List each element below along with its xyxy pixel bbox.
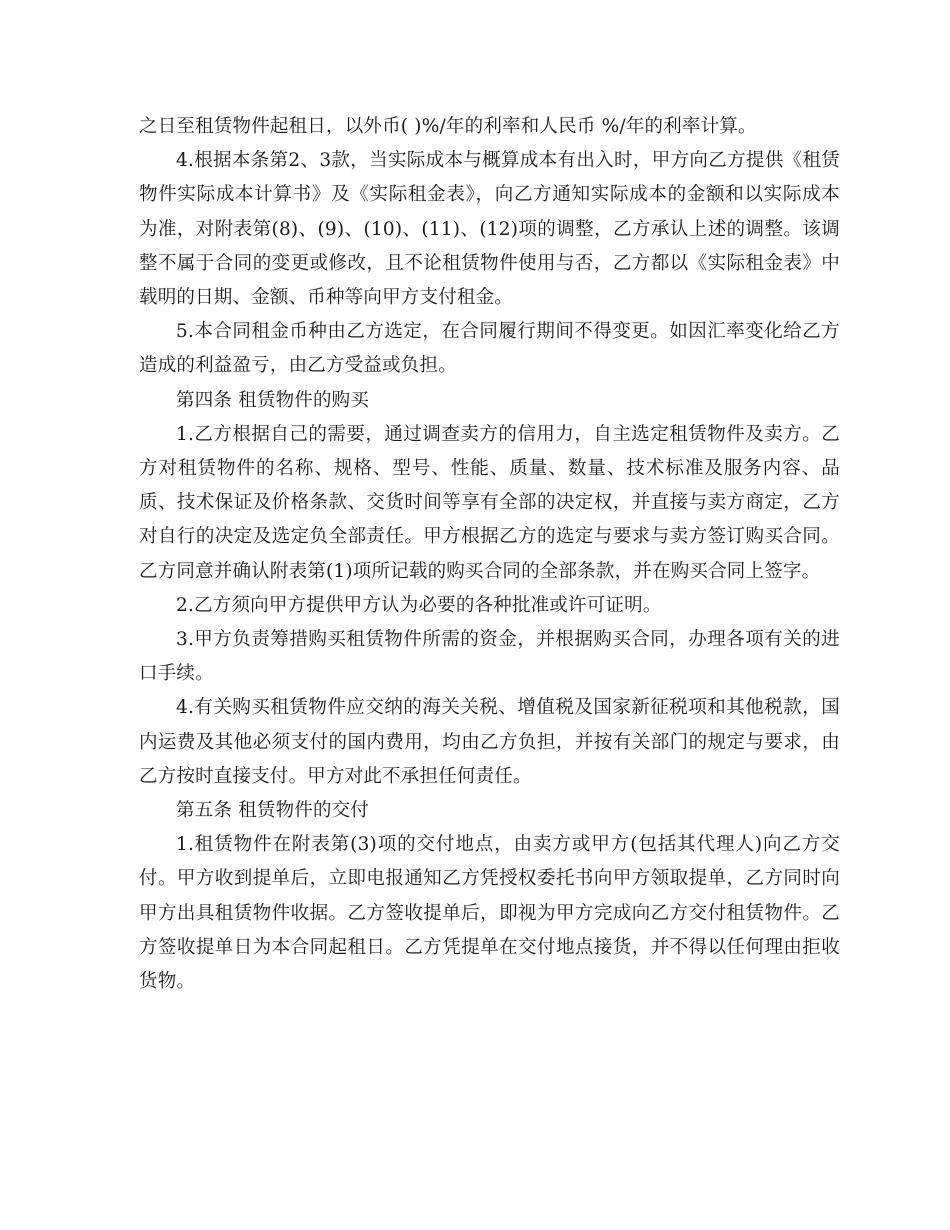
clause-4-1: 1.乙方根据自己的需要，通过调查卖方的信用力，自主选定租赁物件及卖方。乙方对租赁物件的名称、规格、型号、性能、质量、数量、技术标准及服务内容、品质、技术保证及价格条款、交货时间等享有全部的决定权，并直接与卖方商定，乙方对自行的决定及选定负全部责任。甲方根据乙方的选定与要求与卖方签订购买合同。乙方同意并确认附表第(1)项所记载的购买合同的全部条款，并在购买合同上签字。: [139, 423, 840, 582]
clause-4-4: 4.有关购买租赁物件应交纳的海关关税、增值税及国家新征税项和其他税款，国内运费及其他必须支付的国内费用，均由乙方负担，并按有关部门的规定与要求，由乙方按时直接支付。甲方对此不承担任何责任。: [139, 697, 840, 787]
clause-5-1: 1.租赁物件在附表第(3)项的交付地点，由卖方或甲方(包括其代理人)向乙方交付。甲方收到提单后，立即电报通知乙方凭授权委托书向甲方领取提单，乙方同时向甲方出具租赁物件收据。乙方签收提单后，即视为甲方完成向乙方交付租赁物件。乙方签收提单日为本合同起租日。乙方凭提单在交付地点接货，并不得以任何理由拒收货物。: [139, 834, 840, 993]
clause-3-5: 5.本合同租金币种由乙方选定，在合同履行期间不得变更。如因汇率变化给乙方造成的利益盈亏，由乙方受益或负担。: [139, 321, 840, 377]
clause-4-3: 3.甲方负责筹措购买租赁物件所需的资金，并根据购买合同，办理各项有关的进口手续。: [139, 629, 840, 685]
clause-3-4: 4.根据本条第2、3款，当实际成本与概算成本有出入时，甲方向乙方提供《租赁物件实际成本计算书》及《实际租金表》，向乙方通知实际成本的金额和以实际成本为准，对附表第(8)、(9)、(10)、(11)、(12)项的调整，乙方承认上述的调整。该调整不属于合同的变更或修改，且不论租赁物件使用与否，乙方都以《实际租金表》中载明的日期、金额、币种等向甲方支付租金。: [139, 150, 840, 309]
article-5-heading: 第五条 租赁物件的交付: [176, 800, 370, 822]
clause-4-2: 2.乙方须向甲方提供甲方认为必要的各种批准或许可证明。: [176, 594, 662, 616]
article-4-heading: 第四条 租赁物件的购买: [176, 389, 370, 411]
paragraph-continuation: 之日至租赁物件起租日，以外币( )%/年的利率和人民币 %/年的利率计算。: [139, 116, 757, 137]
